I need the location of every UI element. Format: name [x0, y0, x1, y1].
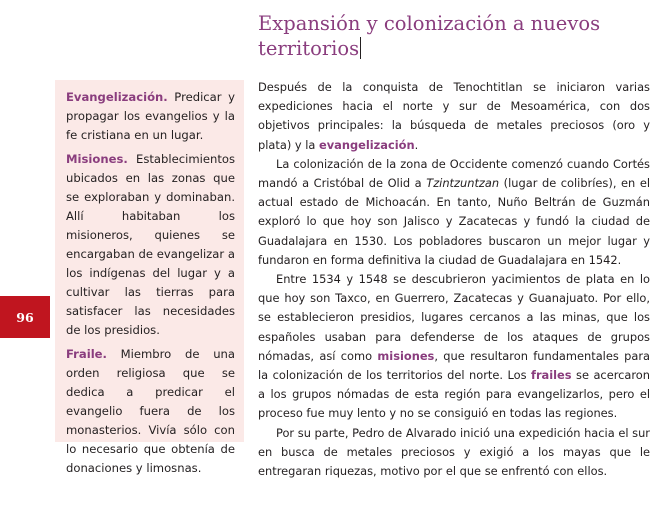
glossary-definition: Miembro de una orden religiosa que se dedica a predicar el evangelio fuera de los monasterios. Vivía sólo con lo necesario que obtenía de donaciones y limosnas. — [66, 347, 235, 475]
main-text — [258, 78, 650, 481]
highlighted-term: misiones — [377, 348, 435, 363]
paragraph-text: Entre 1534 y 1548 se descubrieron yacimientos de plata en lo que hoy son Taxco, en Guerrero, Zacatecas y Guanajuato. Por ello, se establecieron presidios, lugares cercanos a las minas, que los españoles usaban para defenderse de los ataques de grupos nómadas, así como — [258, 272, 650, 363]
paragraph-text: . — [414, 137, 419, 152]
page-number-tab — [0, 296, 50, 338]
glossary-term: Evangelización. — [66, 90, 168, 104]
paragraph-2 — [258, 155, 650, 270]
glossary-entry-misiones — [66, 150, 235, 340]
paragraph-1 — [258, 78, 650, 155]
paragraph-3 — [258, 270, 650, 424]
italic-term: Tzintzuntzan — [426, 176, 500, 191]
highlighted-term: frailes — [530, 368, 572, 383]
title-text: Expansión y colonización a nuevos territorios — [258, 12, 601, 60]
glossary-term: Fraile. — [66, 347, 107, 361]
glossary-definition: Establecimientos ubicados en las zonas que se exploraban y dominaban. Allí habitaban los misioneros, quienes se encargaban de evangelizar a los indígenas del lugar y a cultivar las tierras para satisfacer las necesidades de los presidios. — [66, 152, 235, 337]
glossary-term: Misiones. — [66, 152, 128, 166]
paragraph-text: La colonización de la zona de Occidente comenzó cuando Cortés mandó a Cristóbal de Olid a — [258, 156, 650, 191]
paragraph-text: se acercaron a los grupos nómadas de esta región para evangelizarlos, pero el proceso fue muy lento y no se consiguió en todas las regiones. — [258, 368, 650, 421]
paragraph-text: (lugar de colibríes), en el actual estado de Michoacán. En tanto, Nuño Beltrán de Guzmán exploró lo que hoy son Jalisco y Zacatecas y fundó la ciudad de Guadalajara en 1530. Los pobladores buscaron un mejor lugar y fundaron en forma definitiva la ciudad de Guadalajara en 1542. — [258, 176, 650, 267]
paragraph-text: , que resultaron fundamentales para la colonización de los territorios del norte. Los — [258, 348, 650, 383]
paragraph-text: Por su parte, Pedro de Alvarado inició una expedición hacia el sur en busca de metales preciosos y exigió a los mayas que le entregaran riquezas, motivo por el que se enfrentó con ellos. — [258, 425, 650, 479]
glossary-definition: Predicar y propagar los evangelios y la fe cristiana en un lugar. — [66, 90, 235, 142]
paragraph-text: Después de la conquista de Tenochtitlan se iniciaron varias expediciones hacia el norte y sur de Mesoamérica, con dos objetivos principales: la búsqueda de metales preciosos (oro y plata) y la — [258, 80, 650, 152]
glossary-entry-evangelizacion — [66, 88, 235, 145]
page-number: 96 — [16, 309, 34, 325]
glossary-sidebar — [55, 80, 244, 475]
glossary-entry-fraile — [66, 345, 235, 478]
paragraph-4 — [258, 424, 650, 482]
text-cursor — [360, 37, 361, 59]
highlighted-term: evangelización — [319, 137, 415, 152]
page-title — [258, 11, 648, 61]
